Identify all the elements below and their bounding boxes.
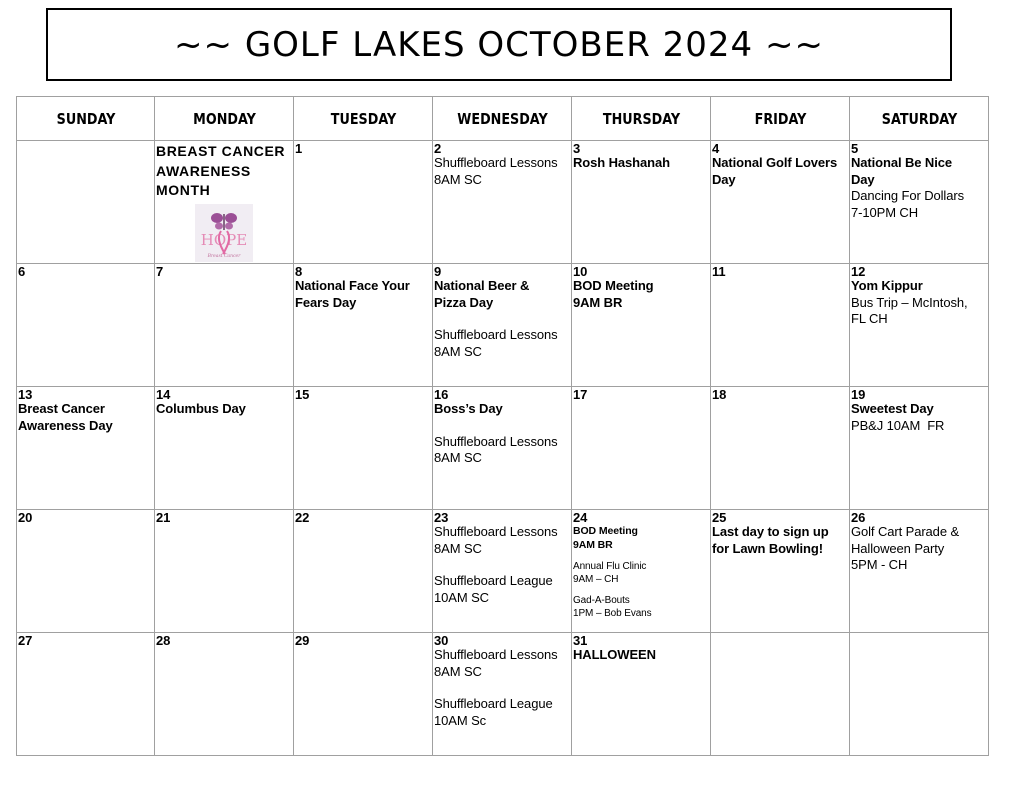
- event-title: Last day to sign up: [712, 524, 829, 539]
- day-cell: [17, 510, 155, 633]
- event-title: BOD Meeting: [573, 278, 654, 293]
- day-number: 4: [712, 141, 720, 156]
- day-number: 19: [851, 387, 866, 402]
- day-number: 18: [712, 387, 727, 402]
- holiday-label: National Be Nice: [851, 155, 952, 170]
- event-title: BOD Meeting: [573, 525, 638, 537]
- day-number: 11: [712, 264, 726, 279]
- day-cell: [572, 264, 711, 387]
- event-title: for Lawn Bowling!: [712, 540, 823, 556]
- day-cell: [711, 387, 850, 510]
- day-cell: [155, 510, 294, 633]
- day-cell: [17, 633, 155, 756]
- empty-day-cell: [850, 633, 989, 756]
- day-cell: [850, 510, 989, 633]
- empty-day-cell: [17, 141, 155, 264]
- svg-text:HOPE: HOPE: [200, 230, 248, 249]
- day-cell: [294, 633, 433, 756]
- event-line: FL CH: [851, 311, 888, 326]
- day-number: 22: [295, 510, 310, 525]
- event-line: Halloween Party: [851, 540, 945, 556]
- holiday-label: Awareness Day: [18, 417, 113, 433]
- day-number: 27: [18, 633, 33, 648]
- week-row: [17, 633, 989, 756]
- holiday-label: Yom Kippur: [851, 278, 923, 293]
- event-line: Shuffleboard League: [434, 573, 553, 588]
- day-cell: [711, 510, 850, 633]
- day-number: 15: [295, 387, 310, 402]
- day-cell: [294, 510, 433, 633]
- weekday-header-monday: MONDAY: [165, 97, 283, 141]
- weekday-header-tuesday: TUESDAY: [304, 97, 422, 141]
- day-cell: [711, 264, 850, 387]
- day-cell: [17, 387, 155, 510]
- event-line: 8AM SC: [434, 663, 482, 679]
- event-line: 8AM SC: [434, 343, 482, 359]
- holiday-label: Columbus Day: [156, 401, 246, 416]
- day-cell: [850, 387, 989, 510]
- awareness-line-2: AWARENESS: [156, 162, 251, 179]
- event-line: Bus Trip – McIntosh,: [851, 294, 968, 310]
- day-cell: [433, 510, 572, 633]
- day-number: 14: [156, 387, 171, 402]
- event-line: Shuffleboard Lessons: [434, 155, 558, 170]
- day-cell: [155, 264, 294, 387]
- day-cell: [850, 264, 989, 387]
- day-cell: [572, 633, 711, 756]
- day-number: 31: [573, 633, 588, 648]
- holiday-label: National Face Your: [295, 278, 410, 293]
- event-line: 5PM - CH: [851, 557, 908, 572]
- day-number: 10: [573, 264, 588, 279]
- holiday-label: Breast Cancer: [18, 401, 105, 416]
- event-time: 9AM BR: [573, 539, 613, 551]
- title-box: [46, 8, 952, 81]
- holiday-label: Day: [712, 171, 736, 187]
- day-number: 16: [434, 387, 449, 402]
- day-number: 23: [434, 510, 449, 525]
- awareness-line-3: MONTH: [156, 182, 211, 198]
- week-row: [17, 510, 989, 633]
- awareness-line-1: BREAST CANCER: [156, 143, 286, 159]
- day-number: 13: [18, 387, 33, 402]
- event-line: PB&J 10AM FR: [851, 417, 945, 433]
- day-cell: [572, 141, 711, 264]
- event-line: 10AM Sc: [434, 712, 487, 728]
- event-line: 8AM SC: [434, 171, 482, 187]
- day-cell: [294, 264, 433, 387]
- holiday-label: Rosh Hashanah: [573, 155, 670, 170]
- holiday-label: Day: [851, 171, 875, 187]
- day-cell: [572, 387, 711, 510]
- weekday-header-thursday: THURSDAY: [582, 97, 700, 141]
- event-line: 1PM – Bob Evans: [573, 608, 652, 619]
- event-line: 8AM SC: [434, 540, 482, 556]
- day-number: 24: [573, 510, 588, 525]
- weekday-header-friday: FRIDAY: [721, 97, 839, 141]
- event-line: Annual Flu Clinic: [573, 561, 647, 572]
- event-line: Shuffleboard Lessons: [434, 647, 558, 662]
- weekday-header-saturday: SATURDAY: [860, 97, 978, 141]
- empty-day-cell: [711, 633, 850, 756]
- day-cell: [294, 387, 433, 510]
- event-line: Shuffleboard Lessons: [434, 524, 558, 539]
- holiday-label: Pizza Day: [434, 294, 494, 310]
- day-cell: [433, 264, 572, 387]
- holiday-label: HALLOWEEN: [573, 647, 656, 662]
- day-cell: [294, 141, 433, 264]
- event-line: Gad-A-Bouts: [573, 595, 630, 606]
- hope-ribbon-logo: [195, 204, 253, 262]
- event-line: Shuffleboard League: [434, 696, 553, 711]
- weekday-header-row: [17, 97, 989, 141]
- day-cell: [433, 387, 572, 510]
- day-cell: [711, 141, 850, 264]
- day-number: 5: [851, 141, 859, 156]
- day-cell: [17, 264, 155, 387]
- holiday-label: Fears Day: [295, 294, 357, 310]
- day-cell: [433, 141, 572, 264]
- day-cell: [155, 633, 294, 756]
- day-number: 2: [434, 141, 442, 156]
- day-number: 12: [851, 264, 866, 279]
- day-number: 28: [156, 633, 171, 648]
- event-line: Shuffleboard Lessons: [434, 433, 558, 449]
- holiday-label: National Beer &: [434, 278, 530, 293]
- event-line: Golf Cart Parade &: [851, 524, 960, 539]
- event-time: 9AM BR: [573, 294, 623, 310]
- svg-text:Breast Cancer: Breast Cancer: [207, 253, 241, 259]
- weekday-header-sunday: SUNDAY: [27, 97, 144, 141]
- calendar-grid: [16, 96, 989, 756]
- day-number: 17: [573, 387, 588, 402]
- day-cell: [572, 510, 711, 633]
- day-number: 30: [434, 633, 449, 648]
- day-number: 25: [712, 510, 727, 525]
- day-cell: [155, 387, 294, 510]
- day-cell: [850, 141, 989, 264]
- holiday-label: National Golf Lovers: [712, 155, 838, 170]
- week-row: [17, 141, 989, 264]
- event-line: Shuffleboard Lessons: [434, 327, 558, 342]
- week-row: [17, 387, 989, 510]
- page-title: ~~ GOLF LAKES OCTOBER 2024 ~~: [174, 24, 824, 65]
- day-number: 9: [434, 264, 442, 279]
- day-number: 6: [18, 264, 26, 279]
- event-line: 8AM SC: [434, 450, 482, 465]
- week-row: [17, 264, 989, 387]
- event-line: Dancing For Dollars: [851, 188, 964, 203]
- holiday-label: Sweetest Day: [851, 401, 934, 416]
- day-number: 1: [295, 141, 303, 156]
- event-line: 7-10PM CH: [851, 204, 919, 220]
- day-number: 29: [295, 633, 310, 648]
- day-number: 8: [295, 264, 303, 279]
- day-number: 3: [573, 141, 581, 156]
- day-cell: [433, 633, 572, 756]
- awareness-month-cell: [155, 141, 294, 264]
- event-line: 10AM SC: [434, 589, 489, 605]
- weekday-header-wednesday: WEDNESDAY: [443, 97, 561, 141]
- holiday-label: Boss’s Day: [434, 401, 503, 416]
- day-number: 7: [156, 264, 164, 279]
- day-number: 26: [851, 510, 866, 525]
- day-number: 20: [18, 510, 33, 525]
- event-line: 9AM – CH: [573, 574, 619, 585]
- day-number: 21: [156, 510, 171, 525]
